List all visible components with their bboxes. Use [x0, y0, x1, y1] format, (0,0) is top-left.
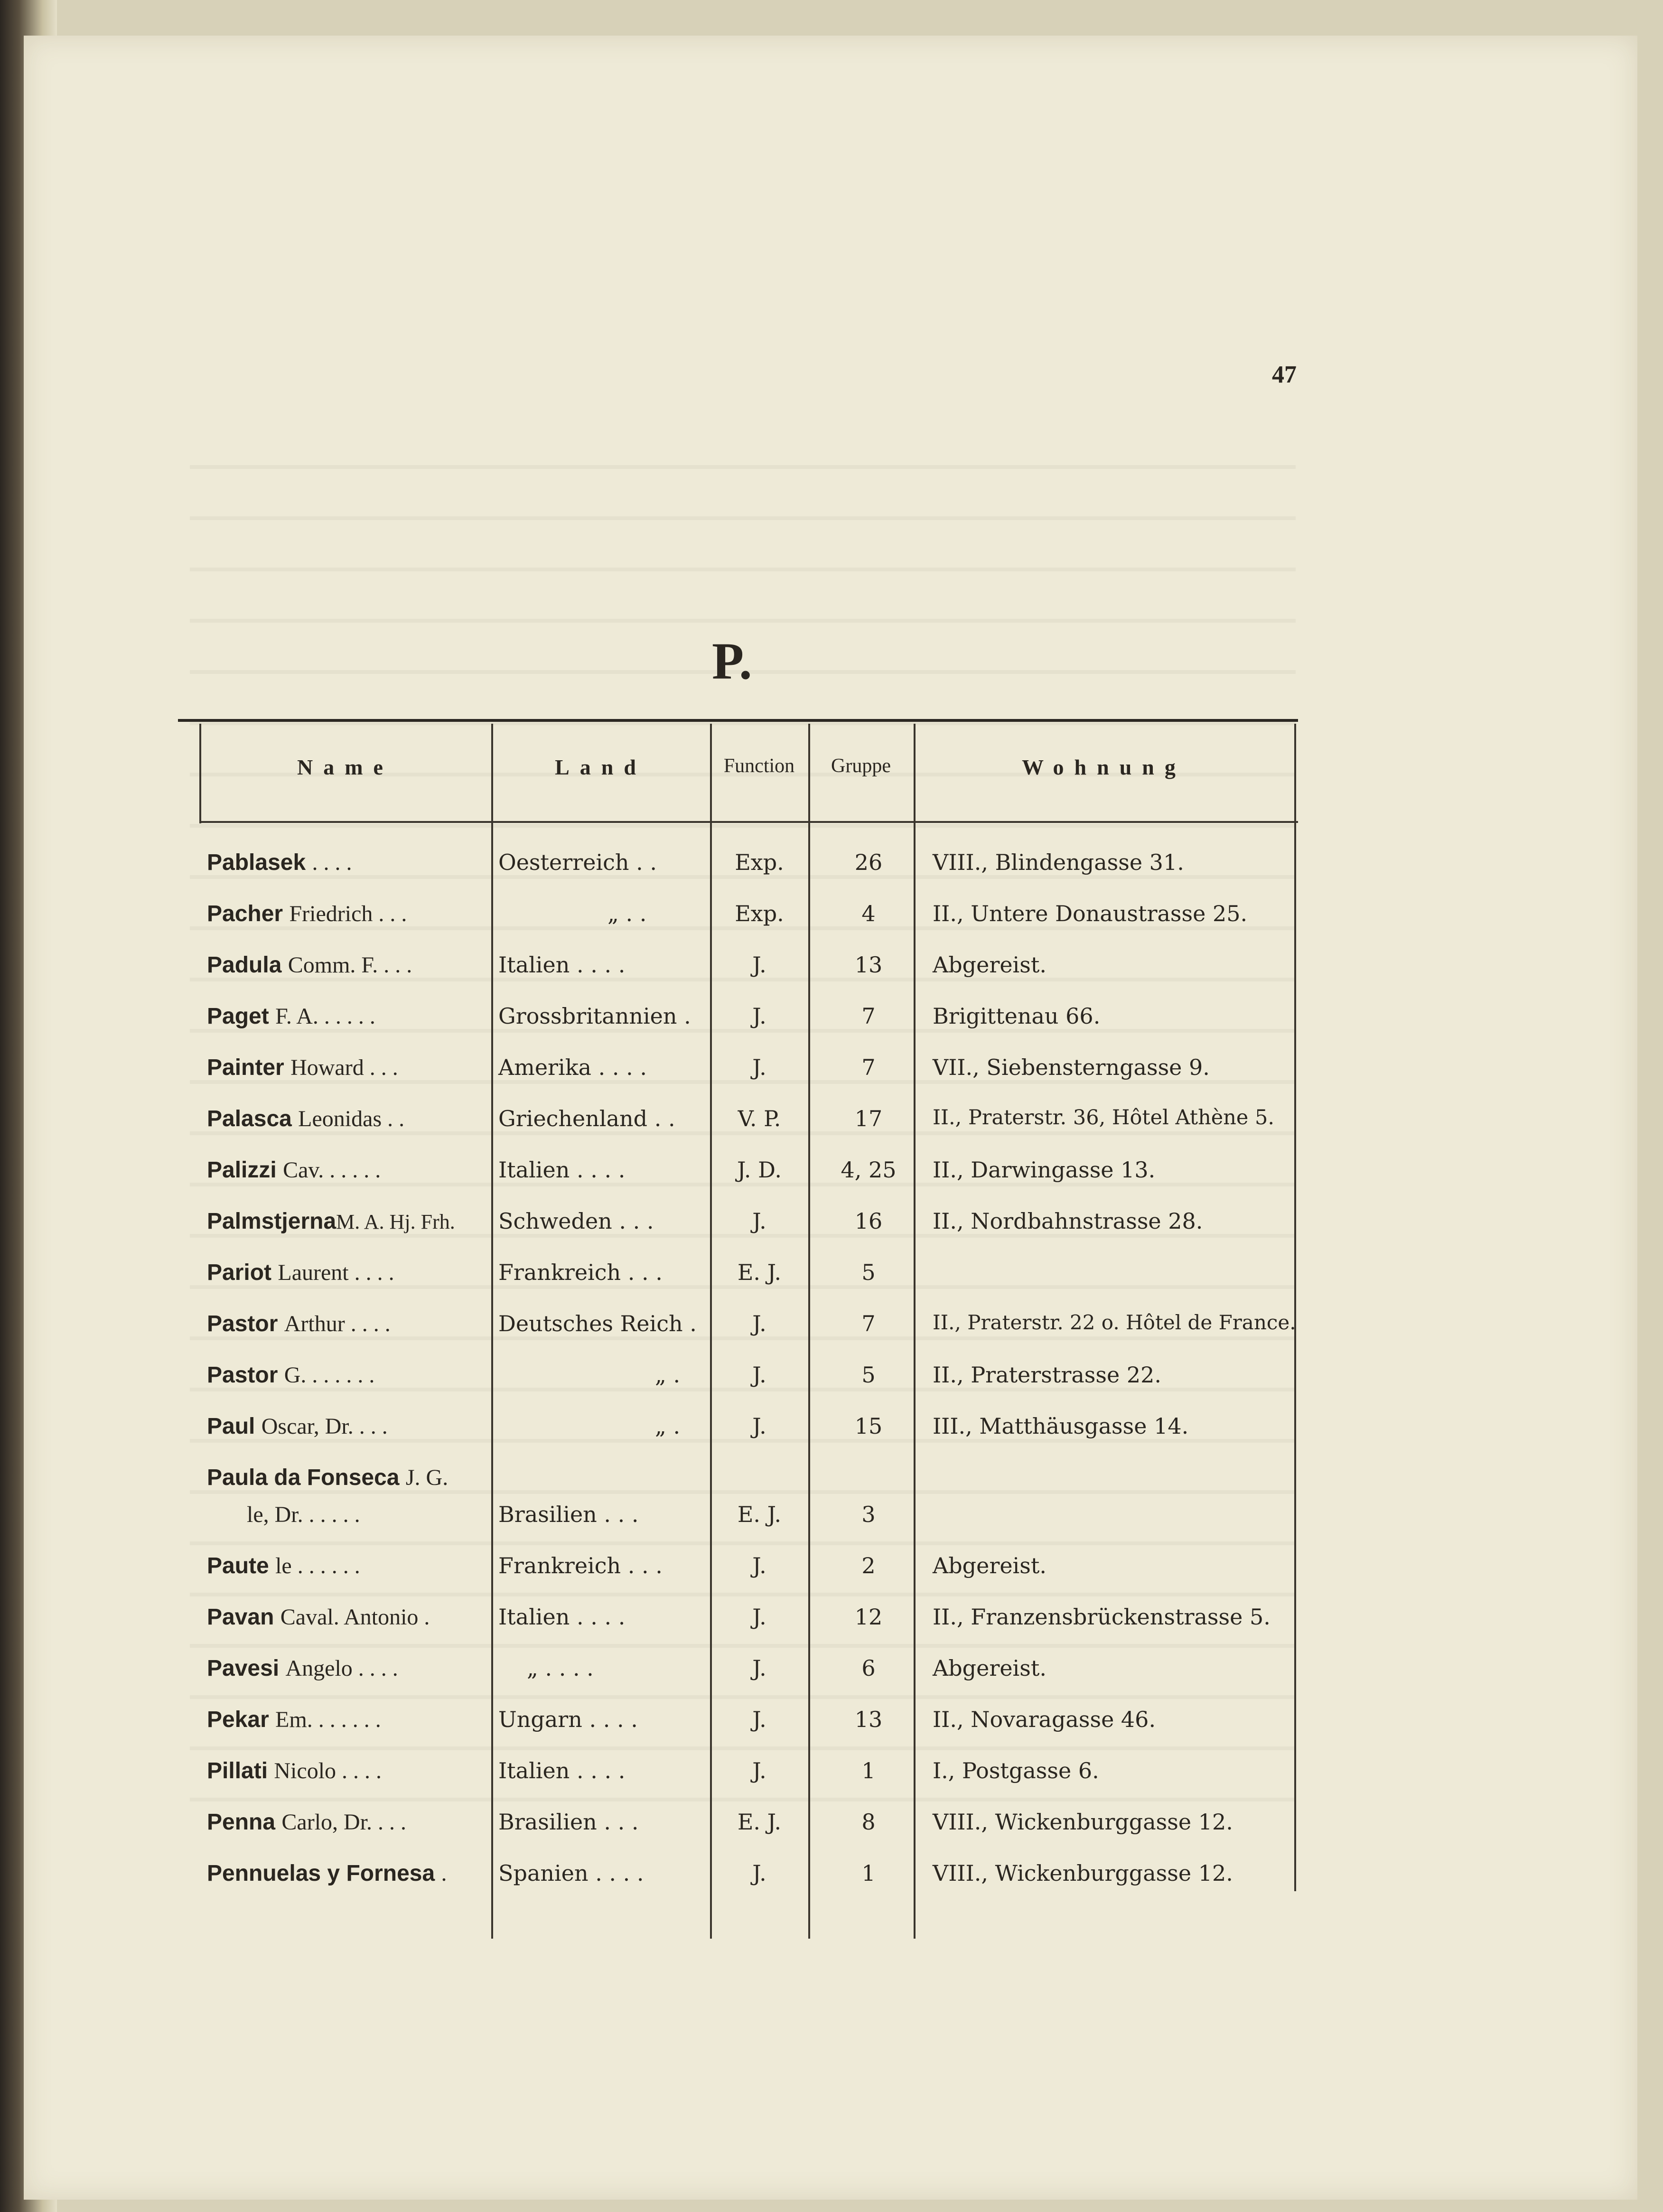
land-cell: Oesterreich . . — [498, 849, 657, 875]
table-row — [0, 1055, 1663, 1107]
name-cell: Palasca Leonidas . . — [207, 1106, 405, 1131]
name-cell: Paul Oscar, Dr. . . . — [207, 1414, 388, 1439]
residence-cell: II., Franzensbrückenstrasse 5. — [933, 1604, 1271, 1630]
name-cell: Pennuelas y Fornesa . — [207, 1861, 447, 1886]
name-cell-continued: le, Dr. . . . . . — [247, 1502, 360, 1527]
group-cell: 7 — [861, 1055, 876, 1080]
land-cell: Ungarn . . . . — [498, 1707, 638, 1732]
residence-cell: II., Praterstr. 36, Hôtel Athène 5. — [933, 1106, 1275, 1129]
land-cell: „ . — [655, 1362, 681, 1388]
name-cell: Painter Howard . . . — [207, 1055, 398, 1080]
group-cell: 5 — [861, 1362, 876, 1388]
table-row — [0, 1311, 1663, 1363]
table-row — [0, 1553, 1663, 1605]
table-row — [0, 849, 1663, 902]
header-name: Name — [297, 755, 393, 779]
function-cell: J. — [752, 1604, 766, 1630]
residence-cell: III., Matthäusgasse 14. — [933, 1413, 1189, 1439]
residence-cell: II., Nordbahnstrasse 28. — [933, 1208, 1203, 1234]
table-row — [0, 1758, 1663, 1810]
group-cell: 12 — [854, 1604, 883, 1630]
land-cell: „ . . — [607, 901, 647, 926]
residence-cell: II., Praterstrasse 22. — [933, 1362, 1161, 1388]
residence-cell: Abgereist. — [933, 952, 1046, 978]
name-cell: Paget F. A. . . . . . — [207, 1004, 375, 1029]
function-cell: E. J. — [737, 1502, 782, 1527]
group-cell: 16 — [854, 1208, 883, 1234]
land-cell: Griechenland . . — [498, 1106, 675, 1131]
residence-cell: Abgereist. — [933, 1553, 1046, 1578]
residence-cell: II., Darwingasse 13. — [933, 1157, 1156, 1183]
table-row — [0, 1106, 1663, 1158]
group-cell: 26 — [854, 849, 883, 875]
section-letter: P. — [712, 632, 752, 690]
residence-cell: II., Untere Donaustrasse 25. — [933, 901, 1248, 926]
group-cell: 5 — [861, 1260, 876, 1285]
land-cell: „ . . . . — [527, 1655, 594, 1681]
function-cell: J. D. — [737, 1157, 782, 1183]
table-row — [0, 1413, 1663, 1465]
table-row — [0, 1465, 1663, 1559]
table-row — [0, 1655, 1663, 1708]
function-cell: J. — [752, 1208, 766, 1234]
land-cell: Frankreich . . . — [498, 1553, 663, 1578]
group-cell: 13 — [854, 952, 883, 978]
name-cell: PalmstjernaM. A. Hj. Frh. — [207, 1209, 455, 1234]
name-cell: Pacher Friedrich . . . — [207, 901, 407, 926]
name-cell: Paute le . . . . . . — [207, 1553, 360, 1578]
group-cell: 1 — [861, 1860, 876, 1886]
land-cell: Spanien . . . . — [498, 1860, 644, 1886]
residence-cell: II., Praterstr. 22 o. Hôtel de France. — [933, 1311, 1296, 1334]
land-cell: Italien . . . . — [498, 1758, 626, 1783]
function-cell: E. J. — [737, 1260, 782, 1285]
header-land: Land — [555, 755, 646, 779]
group-cell: 7 — [861, 1311, 876, 1336]
land-cell: Deutsches Reich . — [498, 1311, 697, 1336]
name-cell: Pillati Nicolo . . . . — [207, 1758, 382, 1783]
name-cell: Pavesi Angelo . . . . — [207, 1656, 398, 1681]
header-group: Gruppe — [831, 755, 891, 777]
function-cell: J. — [752, 1362, 766, 1388]
header-function: Function — [723, 755, 795, 777]
group-cell: 3 — [861, 1502, 876, 1527]
land-cell: „ . — [655, 1413, 681, 1439]
group-cell: 15 — [854, 1413, 883, 1439]
page-number: 47 — [1272, 361, 1297, 388]
group-cell: 13 — [854, 1707, 883, 1732]
group-cell: 7 — [861, 1003, 876, 1029]
function-cell: V. P. — [738, 1106, 781, 1131]
residence-cell: I., Postgasse 6. — [933, 1758, 1099, 1783]
table-row — [0, 1809, 1663, 1861]
function-cell: J. — [752, 1311, 766, 1336]
residence-cell: VIII., Wickenburggasse 12. — [933, 1860, 1233, 1886]
header-residence: Wohnung — [1022, 755, 1186, 779]
residence-cell: II., Novaragasse 46. — [933, 1707, 1156, 1732]
residence-cell: Brigittenau 66. — [933, 1003, 1101, 1029]
name-cell: Pavan Caval. Antonio . — [207, 1605, 430, 1630]
land-cell: Italien . . . . — [498, 1604, 626, 1630]
table-row — [0, 1003, 1663, 1055]
function-cell: J. — [752, 1655, 766, 1681]
table-row — [0, 1604, 1663, 1656]
table-row — [0, 1707, 1663, 1759]
name-cell: Palizzi Cav. . . . . . — [207, 1157, 381, 1183]
name-cell: Padula Comm. F. . . . — [207, 952, 412, 978]
land-cell: Grossbritannien . — [498, 1003, 691, 1029]
table-row — [0, 1208, 1663, 1260]
name-cell: Pablasek . . . . — [207, 850, 352, 875]
name-cell: Penna Carlo, Dr. . . . — [207, 1810, 407, 1835]
header-rule — [199, 821, 1298, 823]
group-cell: 17 — [854, 1106, 883, 1131]
function-cell: J. — [752, 1553, 766, 1578]
function-cell: E. J. — [737, 1809, 782, 1835]
land-cell: Schweden . . . — [498, 1208, 654, 1234]
function-cell: Exp. — [735, 849, 784, 875]
group-cell: 2 — [861, 1553, 876, 1578]
function-cell: J. — [752, 1707, 766, 1732]
function-cell: J. — [752, 1758, 766, 1783]
table-row — [0, 1260, 1663, 1312]
land-cell: Italien . . . . — [498, 1157, 626, 1183]
residence-cell: VIII., Wickenburggasse 12. — [933, 1809, 1233, 1835]
land-cell: Frankreich . . . — [498, 1260, 663, 1285]
name-cell: Pastor G. . . . . . . — [207, 1363, 375, 1388]
table-row — [0, 952, 1663, 1004]
top-rule — [178, 719, 1298, 722]
land-cell: Brasilien . . . — [498, 1809, 639, 1835]
group-cell: 4 — [861, 901, 876, 926]
land-cell: Amerika . . . . — [498, 1055, 647, 1080]
table-row — [0, 1860, 1663, 1913]
table-row — [0, 901, 1663, 953]
function-cell: J. — [752, 952, 766, 978]
residence-cell: VII., Siebensterngasse 9. — [933, 1055, 1210, 1080]
group-cell: 6 — [861, 1655, 876, 1681]
name-cell: Pariot Laurent . . . . — [207, 1260, 394, 1285]
table-row — [0, 1362, 1663, 1414]
group-cell: 8 — [861, 1809, 876, 1835]
residence-cell: Abgereist. — [933, 1655, 1046, 1681]
name-cell: Paula da Fonseca J. G. — [207, 1465, 448, 1490]
function-cell: J. — [752, 1003, 766, 1029]
table-row — [0, 1157, 1663, 1209]
function-cell: J. — [752, 1860, 766, 1886]
land-cell: Italien . . . . — [498, 952, 626, 978]
land-cell: Brasilien . . . — [498, 1502, 639, 1527]
function-cell: J. — [752, 1413, 766, 1439]
name-cell: Pekar Em. . . . . . . — [207, 1707, 381, 1732]
group-cell: 1 — [861, 1758, 876, 1783]
residence-cell: VIII., Blindengasse 31. — [933, 849, 1184, 875]
group-cell: 4, 25 — [841, 1157, 897, 1183]
name-cell: Pastor Arthur . . . . — [207, 1311, 391, 1336]
function-cell: J. — [752, 1055, 766, 1080]
function-cell: Exp. — [735, 901, 784, 926]
